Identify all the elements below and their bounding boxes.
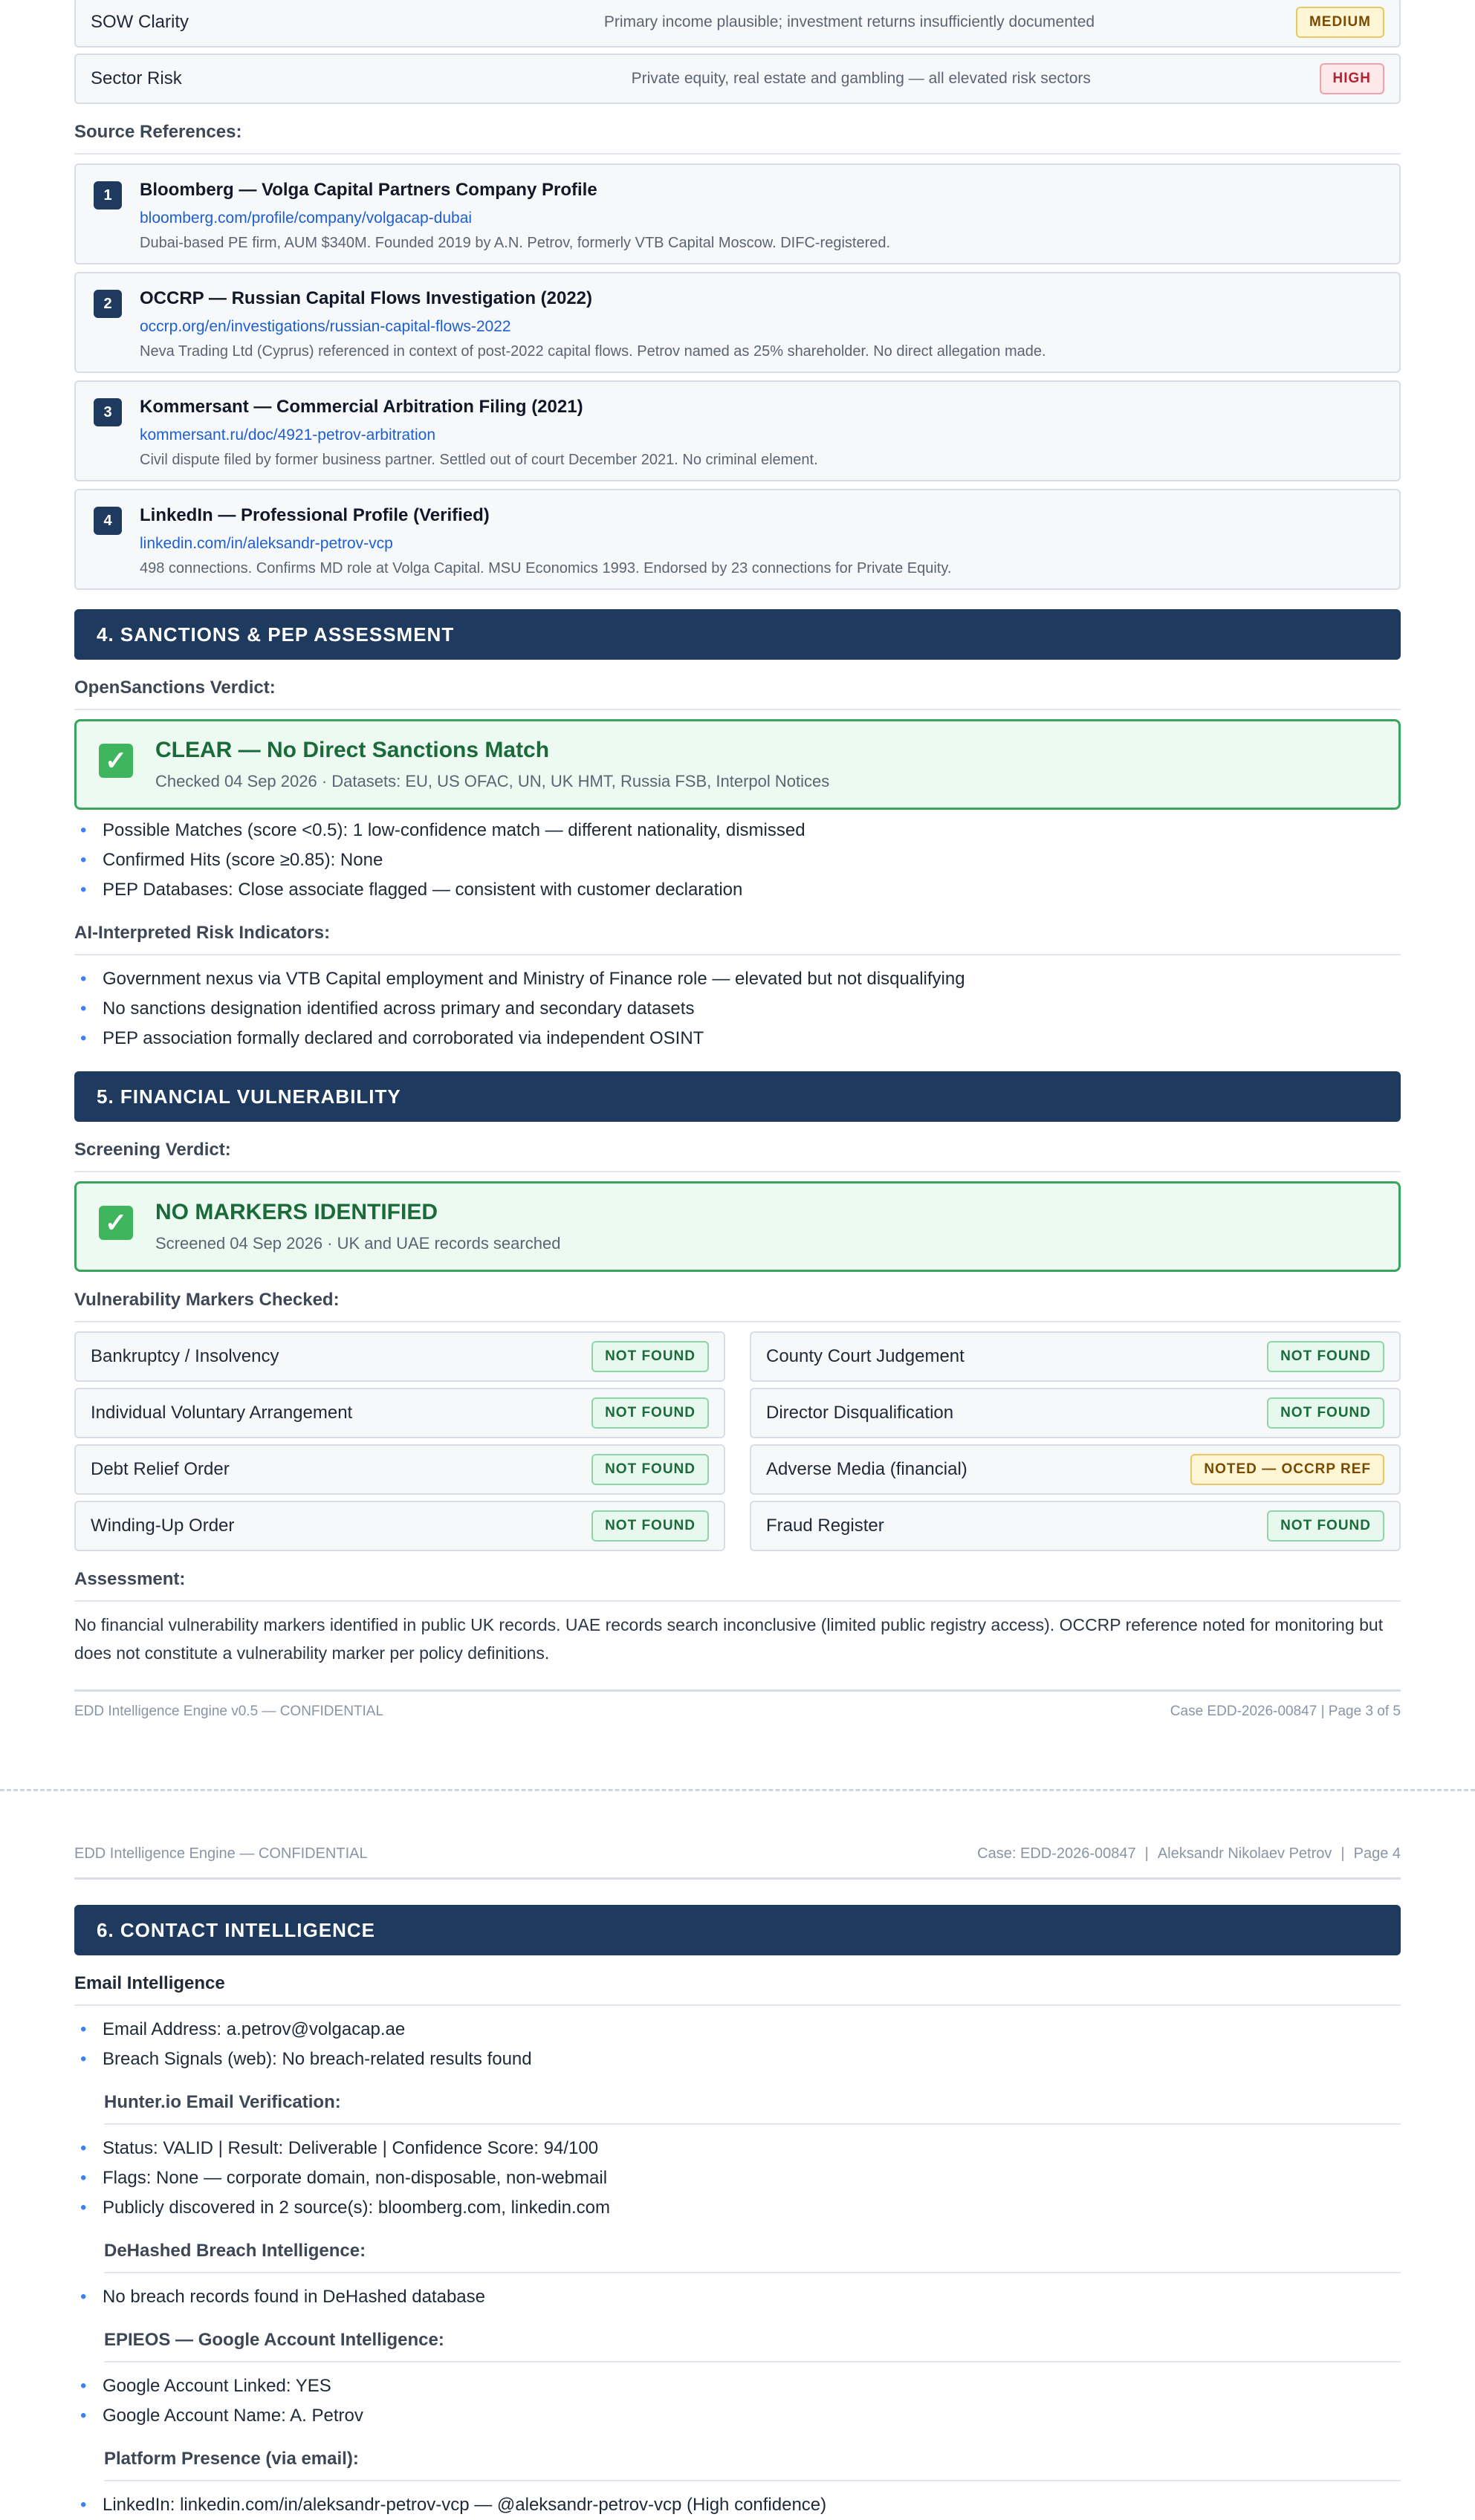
ref-title: Bloomberg — Volga Capital Partners Company Profile [140,180,597,200]
list-item: • PEP association formally declared and corroborated via independent OSINT [74,1024,1401,1053]
platform-bullet-list [74,2490,1401,2520]
status-badge: NOT FOUND [591,1510,709,1542]
marker-cell [750,1331,1401,1382]
ref-description: Neva Trading Ltd (Cyprus) referenced in context of post-2022 capital flows. Petrov named as 25% shareholder. No direct allegation made. [140,343,1046,360]
sanctions-bullet-list [74,816,1401,905]
hunter-bullet-list [74,2134,1401,2223]
footer-right: Case EDD-2026-00847 | Page 3 of 5 [1170,1704,1401,1719]
list-item: • LinkedIn: linkedin.com/in/aleksandr-petrov-vcp — @aleksandr-petrov-vcp (High confidence) [74,2490,1401,2520]
status-badge: NOT FOUND [1267,1510,1384,1542]
email-intelligence-heading: Email Intelligence [74,1973,1401,2006]
section-header-contact-intelligence: 6. CONTACT INTELLIGENCE [74,1905,1401,1955]
ref-description: 498 connections. Confirms MD role at Volga Capital. MSU Economics 1993. Endorsed by 23 connections for Private Equity. [140,560,952,577]
verdict-title: NO MARKERS IDENTIFIED [155,1200,438,1224]
page-3 [74,0,1401,1720]
marker-label: County Court Judgement [766,1346,965,1366]
ref-link[interactable]: bloomberg.com/profile/company/volgacap-dubai [140,210,473,227]
ref-title: LinkedIn — Professional Profile (Verified) [140,505,490,525]
verdict-subtitle: Checked 04 Sep 2026 · Datasets: EU, US OFAC, UN, UK HMT, Russia FSB, Interpol Notices [155,772,830,790]
ref-description: Dubai-based PE firm, AUM $340M. Founded 2019 by A.N. Petrov, formerly VTB Capital Moscow. DIFC-registered. [140,235,891,251]
list-item: • No breach records found in DeHashed database [74,2282,1401,2312]
list-item: • Breach Signals (web): No breach-related results found [74,2045,1401,2074]
list-item: • Flags: None — corporate domain, non-disposable, non-webmail [74,2163,1401,2193]
marker-label: Adverse Media (financial) [766,1459,967,1479]
email-bullet-list [74,2015,1401,2074]
list-item: • Status: VALID | Result: Deliverable | Confidence Score: 94/100 [74,2134,1401,2163]
epieos-heading: EPIEOS — Google Account Intelligence: [104,2330,1401,2362]
marker-cell [74,1444,725,1495]
check-icon: ✓ [99,1206,133,1240]
risk-indicators-heading: AI-Interpreted Risk Indicators: [74,923,1401,955]
page-header [74,1845,1401,1880]
dehashed-heading: DeHashed Breach Intelligence: [104,2241,1401,2273]
source-ref-card [74,380,1401,481]
status-badge: NOT FOUND [591,1397,709,1429]
summary-label: Sector Risk [91,68,182,88]
page-break [0,1789,1475,1791]
list-item: • Google Account Linked: YES [74,2371,1401,2401]
epieos-bullet-list [74,2371,1401,2431]
assessment-heading: Assessment: [74,1569,1401,1602]
summary-detail: Private equity, real estate and gambling — all elevated risk sectors [631,70,1091,87]
status-badge: NOTED — OCCRP REF [1190,1454,1384,1485]
page-4 [74,1845,1401,2520]
marker-label: Winding-Up Order [91,1516,235,1536]
header-separator: | [1341,1845,1345,1862]
ref-title: OCCRP — Russian Capital Flows Investigation (2022) [140,288,593,308]
screening-verdict-box [74,1181,1401,1272]
vulnerability-markers-heading: Vulnerability Markers Checked: [74,1290,1401,1322]
summary-label: SOW Clarity [91,12,189,32]
list-item: • Confirmed Hits (score ≥0.85): None [74,845,1401,875]
summary-row-sow-clarity [74,0,1401,48]
page-footer [74,1689,1401,1720]
sanctions-verdict-box [74,719,1401,810]
section-header-financial-vulnerability: 5. FINANCIAL VULNERABILITY [74,1071,1401,1122]
opensanctions-verdict-heading: OpenSanctions Verdict: [74,678,1401,710]
source-ref-card [74,163,1401,264]
platform-presence-heading: Platform Presence (via email): [104,2449,1401,2481]
risk-indicators-list [74,964,1401,1053]
header-case: Case: EDD-2026-00847 [977,1845,1136,1862]
footer-left: EDD Intelligence Engine v0.5 — CONFIDENTIAL [74,1704,384,1719]
status-badge: NOT FOUND [591,1454,709,1485]
risk-badge-high: HIGH [1320,63,1385,94]
check-icon: ✓ [99,744,133,778]
header-page: Page 4 [1353,1845,1401,1862]
header-subject-name: Aleksandr Nikolaev Petrov [1157,1845,1332,1862]
source-references-heading: Source References: [74,122,1401,155]
status-badge: NOT FOUND [591,1341,709,1372]
marker-label: Individual Voluntary Arrangement [91,1403,353,1423]
summary-detail: Primary income plausible; investment returns insufficiently documented [603,13,1095,30]
ref-title: Kommersant — Commercial Arbitration Filing (2021) [140,397,583,417]
header-left: EDD Intelligence Engine — CONFIDENTIAL [74,1845,368,1862]
assessment-text: No financial vulnerability markers identified in public UK records. UAE records search inconclusive (limited public registry access). OCCRP reference noted for monitoring but does not constitute a vulnerability marker per policy definitions. [74,1615,1384,1663]
list-item: • PEP Databases: Close associate flagged — consistent with customer declaration [74,875,1401,905]
header-separator: | [1144,1845,1149,1862]
list-item: • No sanctions designation identified across primary and secondary datasets [74,994,1401,1024]
vulnerability-markers-grid [74,1331,1401,1551]
marker-cell [74,1501,725,1551]
marker-cell [750,1501,1401,1551]
marker-label: Bankruptcy / Insolvency [91,1346,279,1366]
source-ref-card [74,489,1401,590]
ref-number: 2 [94,290,122,318]
section-header-sanctions: 4. SANCTIONS & PEP ASSESSMENT [74,609,1401,660]
ref-number: 1 [94,181,122,210]
list-item: • Email Address: a.petrov@volgacap.ae [74,2015,1401,2045]
list-item: • Publicly discovered in 2 source(s): bloomberg.com, linkedin.com [74,2193,1401,2223]
ref-link[interactable]: linkedin.com/in/aleksandr-petrov-vcp [140,535,393,552]
status-badge: NOT FOUND [1267,1397,1384,1429]
ref-description: Civil dispute filed by former business partner. Settled out of court December 2021. No criminal element. [140,452,818,468]
status-badge: NOT FOUND [1267,1341,1384,1372]
dehashed-bullet-list [74,2282,1401,2312]
ref-number: 3 [94,398,122,426]
marker-cell [74,1331,725,1382]
ref-link[interactable]: occrp.org/en/investigations/russian-capital-flows-2022 [140,318,511,335]
risk-badge-medium: MEDIUM [1296,7,1384,38]
verdict-title: CLEAR — No Direct Sanctions Match [155,738,550,762]
marker-label: Director Disqualification [766,1403,954,1423]
marker-cell [750,1388,1401,1438]
list-item: • Government nexus via VTB Capital employment and Ministry of Finance role — elevated but not disqualifying [74,964,1401,994]
marker-label: Fraud Register [766,1516,884,1536]
screening-verdict-heading: Screening Verdict: [74,1140,1401,1172]
ref-number: 4 [94,507,122,535]
verdict-subtitle: Screened 04 Sep 2026 · UK and UAE records searched [155,1234,561,1253]
marker-label: Debt Relief Order [91,1459,230,1479]
list-item: • Possible Matches (score <0.5): 1 low-confidence match — different nationality, dismissed [74,816,1401,845]
header-right [977,1845,1401,1863]
hunter-heading: Hunter.io Email Verification: [104,2092,1401,2125]
ref-link[interactable]: kommersant.ru/doc/4921-petrov-arbitration [140,426,436,444]
marker-cell [750,1444,1401,1495]
list-item: • Google Account Name: A. Petrov [74,2401,1401,2431]
summary-row-sector-risk [74,53,1401,104]
marker-cell [74,1388,725,1438]
source-ref-card [74,272,1401,373]
